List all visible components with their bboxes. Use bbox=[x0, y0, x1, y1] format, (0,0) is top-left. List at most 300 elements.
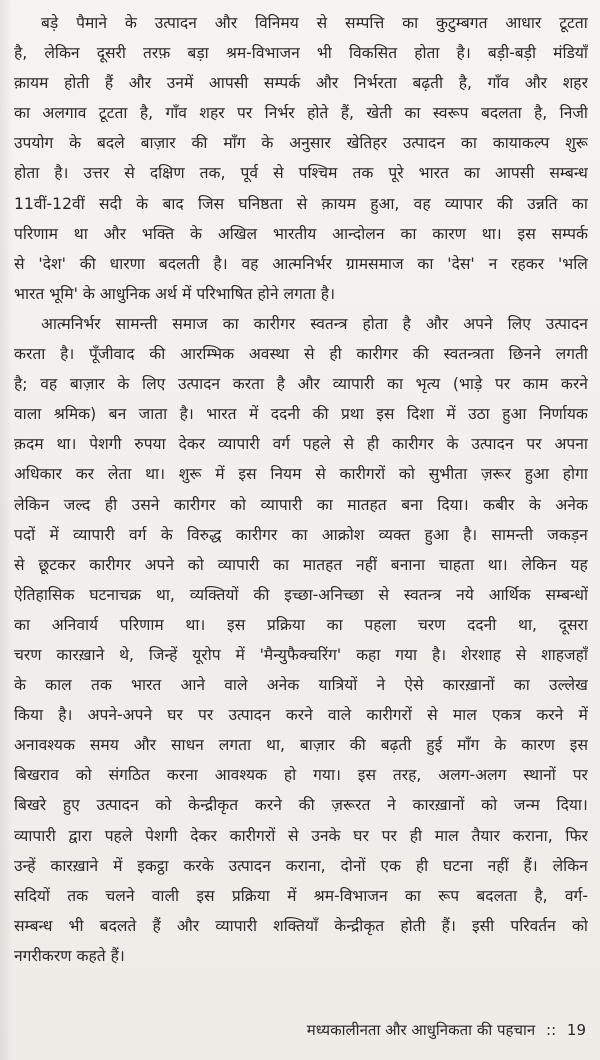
word: आधुनिक bbox=[99, 284, 151, 303]
text-line bbox=[14, 700, 588, 730]
word: से bbox=[14, 254, 25, 273]
word: दक्षिण bbox=[149, 164, 185, 183]
word: का bbox=[400, 224, 417, 243]
text-line bbox=[14, 249, 588, 279]
word: करने bbox=[560, 375, 588, 394]
word: पहला bbox=[364, 615, 397, 634]
word: चरण bbox=[417, 615, 446, 634]
word: है, bbox=[534, 886, 548, 905]
word: जल्द bbox=[63, 495, 91, 514]
word: चलने bbox=[105, 886, 135, 905]
word: बिखरे bbox=[14, 796, 47, 815]
text-line bbox=[14, 309, 588, 339]
word: अनेक bbox=[555, 495, 588, 514]
word: है। bbox=[462, 525, 478, 544]
word: वर्ग- bbox=[564, 886, 588, 905]
word: इच्छा-अनिच्छा bbox=[284, 585, 364, 604]
word: की bbox=[496, 194, 513, 213]
word: स्वतन्त्र bbox=[403, 585, 442, 604]
word: रूप bbox=[438, 886, 460, 905]
word: होती bbox=[64, 74, 90, 93]
word: स्वतन्त्र bbox=[310, 314, 348, 333]
running-title: मध्यकालीनता और आधुनिकता की पहचान bbox=[306, 1021, 536, 1039]
word: बाज़ार bbox=[140, 134, 176, 153]
text-line bbox=[14, 760, 588, 790]
text-line bbox=[14, 941, 588, 971]
word: स्वतन्त्रता bbox=[443, 345, 494, 364]
word: वर्ग bbox=[129, 525, 147, 544]
page-number: 19 bbox=[566, 1021, 586, 1039]
word: भारत bbox=[418, 164, 449, 183]
word: में bbox=[113, 856, 123, 875]
word: लेकिन bbox=[552, 856, 588, 875]
paragraph bbox=[14, 309, 588, 971]
word: बदलते bbox=[99, 916, 137, 935]
word: बदलता bbox=[476, 886, 518, 905]
word: बाज़ार bbox=[69, 375, 105, 394]
word: हैं। bbox=[523, 856, 538, 875]
word: शुरू bbox=[178, 465, 202, 484]
word: विकसित bbox=[348, 44, 398, 63]
text-line bbox=[14, 158, 588, 188]
word: ही bbox=[104, 495, 118, 514]
word: छूटकर bbox=[38, 555, 76, 574]
word: हैं। bbox=[110, 946, 125, 965]
word: में bbox=[287, 886, 297, 905]
word: और bbox=[103, 224, 126, 243]
word: जन्म bbox=[513, 796, 540, 815]
word: से bbox=[378, 585, 390, 604]
word: विनिमय bbox=[254, 14, 299, 32]
word: उत्पादन bbox=[96, 796, 139, 815]
word: के bbox=[189, 224, 202, 243]
word: परिभाषित bbox=[196, 284, 253, 303]
word: का bbox=[463, 164, 480, 183]
word: बड़ा bbox=[187, 44, 209, 63]
word: कहते bbox=[76, 946, 106, 965]
word: जिन्हें bbox=[148, 645, 178, 664]
word: स्वरूप bbox=[432, 104, 469, 123]
word: घटना bbox=[443, 856, 473, 875]
word: होता bbox=[414, 44, 440, 63]
word: के bbox=[160, 525, 173, 544]
word: उत्पादन bbox=[228, 856, 271, 875]
word: है, bbox=[139, 104, 154, 123]
word: कारीगरों bbox=[229, 826, 276, 845]
word: है। bbox=[58, 706, 73, 725]
word: 'भलि bbox=[558, 254, 588, 273]
word: का bbox=[571, 194, 588, 213]
word: समाज bbox=[172, 314, 208, 333]
word: नहीं bbox=[487, 856, 509, 875]
word: होता bbox=[362, 314, 388, 333]
word: बढ़ती bbox=[412, 74, 444, 93]
word: था। bbox=[481, 224, 502, 243]
word: ऐसे bbox=[404, 676, 424, 695]
word: उत्पादन bbox=[228, 706, 271, 725]
text-line bbox=[14, 459, 588, 489]
word: सम्पर्क bbox=[263, 74, 301, 93]
word: कराना, bbox=[285, 856, 326, 875]
word: भी bbox=[316, 44, 332, 63]
word: 'देश' bbox=[38, 254, 66, 273]
word: सम्पत्ति bbox=[345, 14, 385, 32]
word: के bbox=[117, 375, 130, 394]
word: इस bbox=[227, 615, 246, 634]
word: नये bbox=[456, 585, 474, 604]
word: इस bbox=[196, 886, 215, 905]
word: प्रथा bbox=[340, 405, 364, 424]
text-line bbox=[14, 68, 588, 98]
word: ज़रूरत bbox=[331, 796, 371, 815]
word: का bbox=[387, 375, 404, 394]
word: पर bbox=[526, 435, 542, 454]
word: व्यापार bbox=[444, 194, 483, 213]
word: पर bbox=[237, 104, 253, 123]
word: सम्बन्ध bbox=[549, 164, 588, 183]
word: नियम bbox=[270, 465, 302, 484]
word: था bbox=[73, 224, 88, 243]
text-line bbox=[14, 399, 588, 429]
word: से bbox=[315, 465, 326, 484]
word: व्यक्त bbox=[378, 525, 411, 544]
word: इस bbox=[357, 766, 376, 785]
word: का bbox=[460, 134, 477, 153]
word: तरह, bbox=[392, 766, 422, 785]
word: शक्तियाँ bbox=[273, 916, 319, 935]
word: चाहता bbox=[438, 555, 475, 574]
word: सामन्ती bbox=[491, 525, 534, 544]
word: 11वीं-12वीं bbox=[14, 194, 85, 213]
word: अलग-अलग bbox=[438, 766, 507, 785]
text-line bbox=[14, 189, 588, 219]
word: बना bbox=[401, 495, 423, 514]
word: और bbox=[176, 916, 200, 935]
word: आत्मनिर्भर bbox=[272, 254, 333, 273]
word: गाँव bbox=[165, 104, 187, 123]
word: मातहत bbox=[347, 495, 387, 514]
word: लिए bbox=[142, 375, 166, 394]
word: क़ायम bbox=[321, 194, 356, 213]
word: बन bbox=[108, 405, 127, 424]
word: की bbox=[253, 585, 270, 604]
word: अपना bbox=[554, 435, 588, 454]
word: यात्रियों bbox=[318, 676, 358, 695]
text-line bbox=[14, 520, 588, 550]
word: इस bbox=[238, 465, 257, 484]
text-line bbox=[14, 640, 588, 670]
word: उत्पादन bbox=[402, 134, 445, 153]
word: दिया। bbox=[437, 495, 469, 514]
word: सुभीता bbox=[428, 465, 468, 484]
word: पेशगी bbox=[89, 435, 122, 454]
word: निर्भर bbox=[264, 104, 295, 123]
text-line bbox=[14, 219, 588, 249]
word: सम्पर्क bbox=[551, 224, 588, 243]
word: ऐतिहासिक bbox=[14, 585, 75, 604]
word: केन्द्रीकृत bbox=[334, 916, 385, 935]
word: ने bbox=[387, 796, 396, 815]
word: उत्पादन bbox=[471, 435, 514, 454]
word: चरण bbox=[14, 645, 42, 664]
word: है bbox=[276, 375, 285, 394]
word: व्यापारी bbox=[217, 555, 260, 574]
word: अपने-अपने bbox=[87, 706, 153, 725]
word: कारख़ाने bbox=[56, 645, 105, 664]
word: था, bbox=[266, 736, 285, 755]
text-line bbox=[14, 670, 588, 700]
word: को bbox=[187, 555, 204, 574]
word: आपसी bbox=[494, 164, 535, 183]
word: तक bbox=[352, 164, 374, 183]
word: के bbox=[494, 736, 507, 755]
word: गया। bbox=[313, 766, 341, 785]
word: है। bbox=[431, 645, 447, 664]
word: आक्रोश bbox=[321, 525, 365, 544]
word: ग्रामसमाज bbox=[345, 254, 404, 273]
word: इस bbox=[517, 224, 536, 243]
word: रहकर bbox=[511, 254, 545, 273]
word: ही bbox=[329, 345, 342, 364]
word: देकर bbox=[178, 435, 206, 454]
word: उनमें bbox=[166, 74, 194, 93]
word: में bbox=[49, 525, 59, 544]
word: उत्पादन bbox=[154, 14, 197, 32]
word: को bbox=[155, 796, 172, 815]
text-line bbox=[14, 790, 588, 820]
word: इस bbox=[569, 736, 588, 755]
word: रुपया bbox=[134, 435, 166, 454]
word: संगठित bbox=[108, 766, 150, 785]
word: कारण bbox=[521, 736, 555, 755]
paragraph bbox=[14, 8, 588, 309]
word: यह bbox=[570, 555, 588, 574]
word: हुआ bbox=[524, 465, 549, 484]
word: कर bbox=[75, 465, 95, 484]
word: उपयोग bbox=[14, 134, 54, 153]
word: का bbox=[291, 525, 308, 544]
word: करता bbox=[232, 375, 265, 394]
word: के bbox=[69, 134, 82, 153]
word: और bbox=[297, 375, 320, 394]
word: कारीगर bbox=[356, 345, 399, 364]
word: कारख़ानों bbox=[412, 796, 465, 815]
word: एक bbox=[380, 856, 401, 875]
word: कारीगरों bbox=[339, 465, 386, 484]
word: कराना, bbox=[512, 826, 553, 845]
word: वर्ग bbox=[272, 435, 291, 454]
word: को bbox=[481, 796, 498, 815]
word: फिर bbox=[565, 826, 588, 845]
word: है bbox=[402, 314, 411, 333]
word: वाला bbox=[14, 405, 42, 424]
word: भारत bbox=[206, 405, 237, 424]
word: निर्भरता bbox=[353, 74, 397, 93]
word: उनके bbox=[311, 826, 341, 845]
word: अलगाव bbox=[42, 104, 87, 123]
word: अनेक bbox=[266, 676, 300, 695]
word: इकट्ठा bbox=[137, 856, 169, 875]
word: की bbox=[349, 736, 366, 755]
word: पेशगी bbox=[145, 826, 178, 845]
word: सम्बन्ध bbox=[14, 916, 53, 935]
word: का bbox=[404, 886, 421, 905]
word: होने bbox=[257, 284, 279, 303]
page-footer bbox=[307, 1018, 586, 1042]
word: माल bbox=[452, 706, 477, 725]
word: था। bbox=[56, 435, 77, 454]
word: का bbox=[273, 555, 290, 574]
word: व्यापारी bbox=[73, 525, 115, 544]
text-line bbox=[14, 911, 588, 941]
word: लेता bbox=[107, 465, 132, 484]
word: खेतिहर bbox=[346, 134, 387, 153]
word: में bbox=[578, 706, 588, 725]
word: आधार bbox=[505, 14, 542, 32]
word: होता bbox=[14, 164, 40, 183]
word: पूर्व bbox=[240, 164, 259, 183]
word: बाज़ार bbox=[299, 736, 335, 755]
word: में bbox=[249, 405, 259, 424]
word: वह bbox=[241, 254, 259, 273]
word: कारख़ानों bbox=[442, 676, 495, 695]
word: घटनाचक्र bbox=[89, 585, 141, 604]
word: पश्चिम bbox=[298, 164, 338, 183]
text-line bbox=[14, 580, 588, 610]
word: पदों bbox=[14, 525, 36, 544]
word: दोनों bbox=[340, 856, 366, 875]
word: (भाड़े bbox=[452, 375, 483, 394]
word: आवश्यक bbox=[214, 766, 268, 785]
word: वह bbox=[413, 194, 431, 213]
word: और bbox=[128, 74, 152, 93]
text-line bbox=[14, 339, 588, 369]
word: भी bbox=[68, 916, 84, 935]
word: से bbox=[273, 164, 284, 183]
word: है। bbox=[60, 345, 75, 364]
word: को bbox=[75, 766, 92, 785]
body-text bbox=[14, 8, 588, 971]
word: करने bbox=[536, 706, 564, 725]
word: के bbox=[136, 194, 149, 213]
word: अपने bbox=[463, 314, 493, 333]
word: का bbox=[14, 104, 31, 123]
word: से bbox=[296, 194, 308, 213]
word: वाले bbox=[224, 676, 248, 695]
word: शहर bbox=[199, 104, 225, 123]
word: बड़ी-बड़ी bbox=[487, 44, 537, 63]
text-line bbox=[14, 851, 588, 881]
word: होती bbox=[400, 916, 426, 935]
word: प्रक्रिया bbox=[266, 615, 305, 634]
word: हैं, bbox=[340, 104, 354, 123]
word: है, bbox=[534, 104, 548, 123]
word: जिस bbox=[197, 194, 225, 213]
word: छिनने bbox=[508, 345, 541, 364]
word: के bbox=[528, 495, 541, 514]
word: और bbox=[214, 14, 238, 32]
word: परिणाम bbox=[119, 615, 164, 634]
text-line bbox=[14, 98, 588, 128]
word: ही bbox=[366, 435, 380, 454]
word: लगता bbox=[218, 736, 252, 755]
word: भक्ति bbox=[141, 224, 175, 243]
word: कारीगर bbox=[253, 314, 296, 333]
word: व्यापारी bbox=[218, 435, 260, 454]
word: पर bbox=[494, 375, 511, 394]
word: दिया। bbox=[556, 796, 588, 815]
word: और bbox=[425, 314, 449, 333]
word: आत्मनिर्भर bbox=[41, 314, 101, 333]
footer-separator: :: bbox=[546, 1021, 557, 1039]
word: है। bbox=[213, 254, 228, 273]
word: भारत bbox=[14, 284, 45, 303]
word: काम bbox=[522, 375, 549, 394]
word: अनुसार bbox=[289, 134, 331, 153]
word: कारण bbox=[432, 224, 466, 243]
word: तक bbox=[67, 886, 89, 905]
word: यूरोप bbox=[192, 645, 221, 664]
word: काल bbox=[45, 676, 72, 695]
word: है। bbox=[456, 44, 471, 63]
word: हुई bbox=[426, 736, 443, 755]
word: करता bbox=[14, 345, 46, 364]
text-line bbox=[14, 429, 588, 459]
word: उन्हें bbox=[14, 856, 36, 875]
word: व्यापारी bbox=[332, 375, 375, 394]
word: कारीगर bbox=[173, 495, 216, 514]
word: पहले bbox=[104, 826, 133, 845]
word: के bbox=[446, 435, 459, 454]
word: किया bbox=[14, 706, 44, 725]
word: ही bbox=[409, 826, 423, 845]
word: होगा bbox=[562, 465, 588, 484]
word: पहले bbox=[302, 435, 331, 454]
word: को bbox=[571, 916, 588, 935]
word: है, bbox=[14, 44, 28, 63]
word: माँग bbox=[223, 134, 246, 153]
word: पर bbox=[381, 826, 397, 845]
word: पर bbox=[572, 766, 588, 785]
word: श्रम-विभाजन bbox=[313, 886, 388, 905]
word: तरफ़ bbox=[143, 44, 171, 63]
word: पर bbox=[198, 706, 214, 725]
word: बिखराव bbox=[14, 766, 59, 785]
text-line bbox=[14, 490, 588, 520]
word: कारीगर bbox=[392, 435, 434, 454]
word: से bbox=[288, 826, 299, 845]
word: का bbox=[222, 314, 239, 333]
word: 'देस' bbox=[447, 254, 475, 273]
word: जकड़न bbox=[547, 525, 588, 544]
word: शेरशाह bbox=[460, 645, 501, 664]
word: का bbox=[14, 615, 31, 634]
word: श्रम-विभाजन bbox=[225, 44, 300, 63]
word: बड़े bbox=[41, 14, 59, 32]
word: से bbox=[515, 645, 527, 664]
word: सम्बन्धों bbox=[545, 585, 588, 604]
word: था, bbox=[518, 615, 538, 634]
word: होते bbox=[307, 104, 329, 123]
word: द्वारा bbox=[68, 826, 92, 845]
word: वाले bbox=[327, 706, 352, 725]
word: लगती bbox=[555, 345, 588, 364]
word: अपने bbox=[144, 555, 175, 574]
word: साधन bbox=[171, 736, 204, 755]
word: परिणाम bbox=[14, 224, 58, 243]
word: सामन्ती bbox=[115, 314, 158, 333]
word: कारीगर bbox=[235, 525, 278, 544]
